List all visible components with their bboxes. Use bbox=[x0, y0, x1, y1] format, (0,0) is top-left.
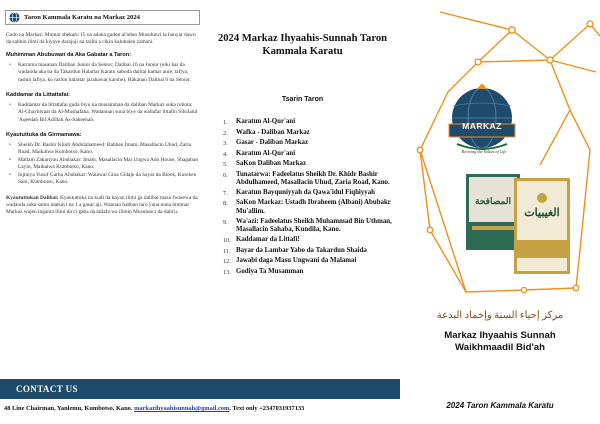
organization-title-line2: Waikhmaadil Bid'ah bbox=[455, 342, 545, 354]
program-item-number: 5. bbox=[223, 161, 228, 168]
program-item bbox=[223, 268, 395, 276]
list-item: • Injiniya Yusuf Garba Abubakar: Walawai Gina Gidaje da Sayar da Block, Kureken Sani, Kumbotso, Kano. bbox=[6, 172, 200, 187]
program-item-text: Godiya Ta Musamman bbox=[236, 267, 304, 275]
program-item bbox=[223, 150, 395, 158]
program-item-text: Wafka - Daliban Markaz bbox=[236, 128, 310, 136]
program-item bbox=[223, 160, 395, 168]
awards-list bbox=[6, 142, 200, 187]
contact-phone: . Text only +2347031937133 bbox=[229, 405, 305, 412]
event-title: 2024 Markaz Ihyaahis-Sunnah Taron Kammala Karatu bbox=[217, 33, 388, 58]
program-item bbox=[223, 171, 395, 187]
section-heading-highlights: Muhimman Abubuwan da Aka Gabatar a Taron: bbox=[6, 51, 132, 58]
program-item bbox=[223, 118, 395, 126]
closing-paragraph bbox=[6, 195, 200, 217]
program-item-text: Bayar da Lambar Yabo da Takardun Shaida bbox=[236, 246, 367, 254]
contact-address: 48 Line Chairman, Yanlemu, Kumbotso, Kano. bbox=[4, 405, 135, 412]
program-item-text: Karatun Bayquniyyah da Qawa'idul Fiqhiyyah bbox=[236, 188, 376, 196]
program-item-number: 13. bbox=[223, 268, 231, 276]
program-item bbox=[223, 247, 395, 255]
list-item: • Mallam Zakariyau Abubakar: Imam, Masallacin Mai Ungwa Ado House, Shagaban Layin, Maikalwa Kumbotso, Kano. bbox=[6, 157, 200, 172]
left-header-title: Taron Kammala Karatu na Markaz 2024 bbox=[24, 14, 140, 21]
program-item-number: 11. bbox=[223, 247, 231, 255]
globe-logo-icon bbox=[9, 12, 20, 23]
book2-title: الغيبيات bbox=[524, 207, 560, 219]
book-cover-al-ghaybiyaat bbox=[514, 178, 570, 274]
organization-title-line1: Markaz Ihyaahis Sunnah bbox=[444, 330, 556, 341]
left-body bbox=[6, 32, 200, 222]
list-item: • Sheikh Dr. Bashir Khidr Abdulahameed: Babban Imam, Masallacin Uhud, Zaria Road, Maikalwa Kumbotso, Kano. bbox=[6, 142, 200, 157]
contact-label: CONTACT US bbox=[16, 384, 78, 394]
closing-text: Kyaututtuka na kudi da kayan ilimi ga dalibai masu fwarewa da wadanda suka samu matsayi na 1 a gasar aji. Wannan babban taro yana nuna himmar Markaz wajen inganta ilimi da ci gaba da tallafa wa ilimin Musulunci da dabi'u. bbox=[6, 194, 198, 216]
list-item: • Karrama masanan Daliban Junior da Senior; Dalibai 16 na Junior (eiki har da wadanda aka ba da Takardun Halartar Karatu saboda dalilai kamar aure, tafiya, rashin lafiya, ko rashin halartar jarabawar karshe). Hakanan Dalibai 6 na Senior. bbox=[6, 62, 200, 84]
section-heading-awards: Kyaututtuka da Girmamawa: bbox=[6, 132, 82, 139]
program-item-number: 2. bbox=[223, 129, 228, 137]
program-item bbox=[223, 199, 395, 215]
program-item-number: 6. bbox=[223, 171, 228, 179]
right-panel bbox=[400, 0, 600, 424]
program-item bbox=[223, 236, 395, 244]
email-link[interactable]: markazihyaahisunnah@gmail.com bbox=[134, 405, 230, 412]
program-item bbox=[223, 139, 395, 147]
left-panel bbox=[0, 0, 205, 424]
program-heading: Tsarin Taron bbox=[281, 96, 324, 103]
arabic-name: مركز إحياء السنة وإخماد البدعة bbox=[436, 310, 564, 321]
program-item-number: 1. bbox=[223, 119, 228, 126]
contact-bar bbox=[0, 379, 400, 399]
book1-title: المصافحة bbox=[475, 196, 511, 206]
program-item-text: Karatun Al-Qur'ani bbox=[236, 149, 296, 157]
program-item-text: Jawabi daga Masu Ungwani da Malamai bbox=[236, 257, 357, 265]
program-item-text: Karatun Al-Qur'ani bbox=[236, 118, 296, 125]
markaz-logo-icon bbox=[447, 84, 517, 156]
organization-title bbox=[400, 330, 600, 355]
program-list bbox=[223, 118, 395, 278]
program-item-text: Wa'azi: Fadeelatus Sheikh Muhammad Bin Uthman, Masallacin Sahaba, Kundila, Kano. bbox=[236, 217, 392, 234]
logo-tagline: Reviving the Values of Life bbox=[461, 149, 507, 154]
program-item-number: 9. bbox=[223, 218, 228, 226]
books-list bbox=[6, 102, 200, 124]
program-item-text: Kaddamar da Littafi! bbox=[236, 236, 300, 244]
program-item-number: 10. bbox=[223, 237, 231, 245]
program-item bbox=[223, 257, 395, 265]
list-item: • Kaddamar da littattafai guda biyu na musamman da daliban Markaz suka rubuta: Al-Ghaybiyaat da Al-Mushafaha. Wadannan suna biye da wallafar littafin Silsilatul 'Aqeedah Bil Adillati As-Saheehah. bbox=[6, 102, 200, 124]
intro-paragraph: Gado na Markaz: Mumar shekaru 15 na adana gadon al'adun Musulunci ta hanyar dawo da sabbin ilimi da kiyaye darajoji na tarihi a cikin kalubalen zamani. bbox=[6, 32, 196, 46]
section-heading-books: Kaddamar da Littattafai: bbox=[6, 91, 71, 98]
program-item bbox=[223, 129, 395, 137]
contact-line bbox=[4, 405, 424, 412]
program-item-number: 7. bbox=[223, 189, 228, 197]
program-item-text: SaKon Markaz: Ustadh Ibraheem (Albani) Abubakr Mu'allim. bbox=[236, 199, 391, 215]
closing-heading: Kyaututtukan Dalibai: bbox=[6, 194, 59, 201]
graduation-subtitle: 2024 Taron Kammala Karatu bbox=[446, 401, 554, 410]
highlights-list bbox=[6, 62, 200, 84]
program-item-number: 12. bbox=[223, 258, 231, 266]
program-item-number: 3. bbox=[223, 140, 228, 147]
program-item-text: Gasar - Daliban Markaz bbox=[236, 139, 309, 146]
middle-panel bbox=[205, 0, 400, 375]
program-item-text: Tunatarwa: Fadeelatus Sheikh Dr. Khidr Bashir Abdulhameed, Masallacin Uhud, Zaria Road, Kano. bbox=[236, 170, 390, 186]
left-header bbox=[5, 10, 200, 25]
program-item-text: SaKon Daliban Markaz bbox=[236, 160, 307, 167]
program-item-number: 4. bbox=[223, 150, 228, 158]
program-item-number: 8. bbox=[223, 200, 228, 208]
logo-wordmark: MARKAZ bbox=[462, 121, 502, 131]
program-item bbox=[223, 218, 395, 234]
book-cover-al-mushafaha bbox=[466, 174, 520, 250]
program-item bbox=[223, 189, 395, 197]
